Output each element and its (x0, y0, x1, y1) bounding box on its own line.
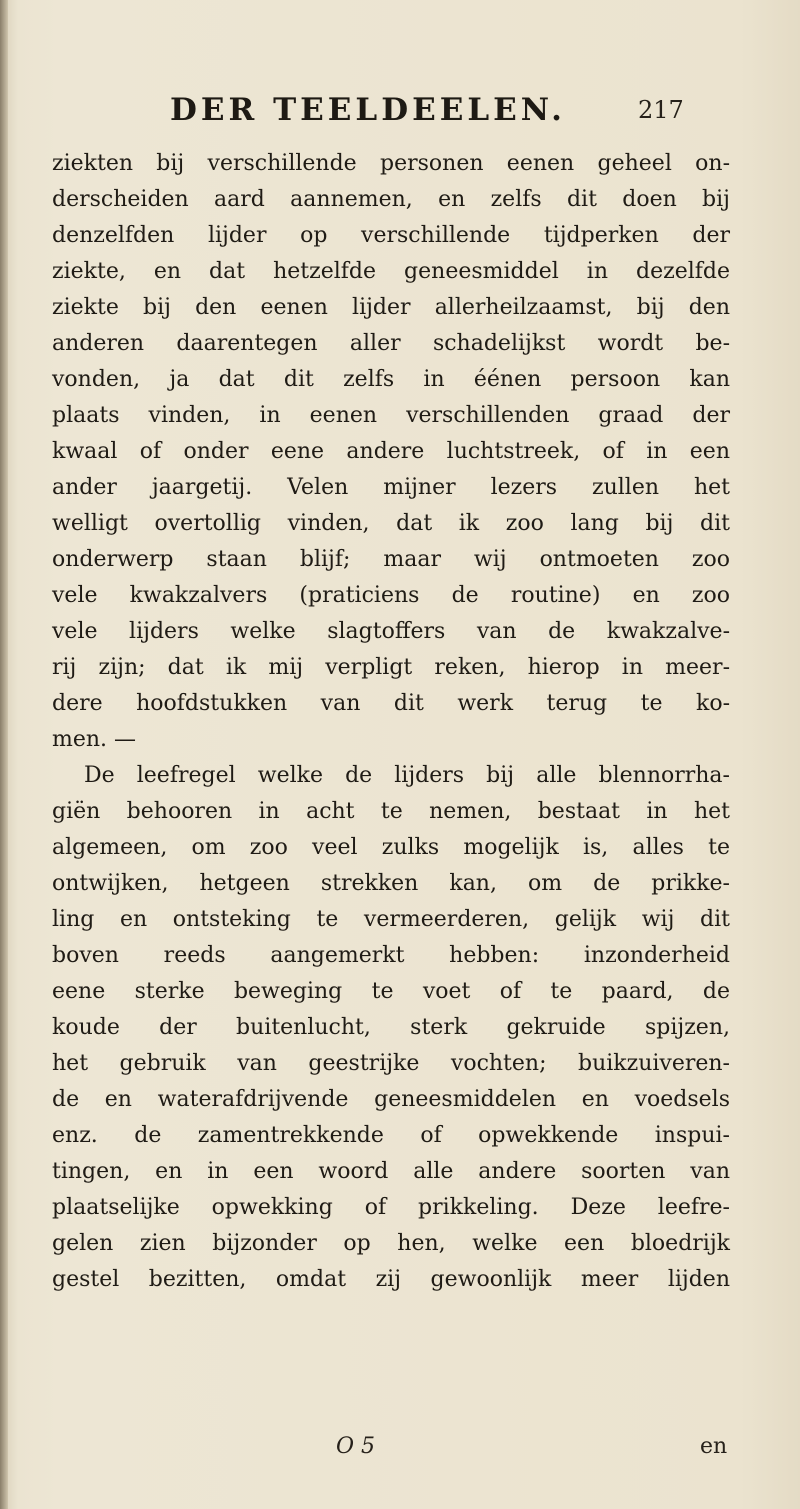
text-line: kwaal of onder eene andere luchtstreek, of in een (52, 439, 730, 464)
text-line: eene sterke beweging te voet of te paard, de (52, 979, 730, 1004)
text-line: men. — (52, 727, 137, 752)
text-line: tingen, en in een woord alle andere soorten van (52, 1159, 730, 1184)
text-line: dere hoofdstukken van dit werk terug te ko- (52, 691, 730, 716)
text-line: vele lijders welke slagtoffers van de kwakzalve- (52, 619, 730, 644)
page-number: 217 (638, 96, 684, 124)
text-line: koude der buitenlucht, sterk gekruide spijzen, (52, 1015, 730, 1040)
text-line: boven reeds aangemerkt hebben: inzonderheid (52, 943, 730, 968)
text-line: ander jaargetij. Velen mijner lezers zullen het (52, 475, 730, 500)
page-header (0, 92, 800, 132)
signature-mark: O 5 (336, 1434, 376, 1459)
text-line: ziekten bij verschillende personen eenen geheel on- (52, 151, 730, 176)
text-line: algemeen, om zoo veel zulks mogelijk is, alles te (52, 835, 730, 860)
text-line: ziekte bij den eenen lijder allerheilzaamst, bij den (52, 295, 730, 320)
text-line: ling en ontsteking te vermeerderen, gelijk wij dit (52, 907, 730, 932)
text-line: gelen zien bijzonder op hen, welke een bloedrijk (52, 1231, 730, 1256)
text-line: onderwerp staan blijf; maar wij ontmoeten zoo (52, 547, 730, 572)
text-line: denzelfden lijder op verschillende tijdperken der (52, 223, 730, 248)
text-line: gestel bezitten, omdat zij gewoonlijk meer lijden (52, 1267, 730, 1292)
text-line: plaatselijke opwekking of prikkeling. Deze leefre- (52, 1195, 730, 1220)
text-line: plaats vinden, in eenen verschillenden graad der (52, 403, 730, 428)
text-line: het gebruik van geestrijke vochten; buikzuiveren- (52, 1051, 730, 1076)
text-line: vele kwakzalvers (praticiens de routine) en zoo (52, 583, 730, 608)
text-line: welligt overtollig vinden, dat ik zoo lang bij dit (52, 511, 730, 536)
text-line: De leefregel welke de lijders bij alle blennorrha- (84, 763, 730, 788)
text-line: vonden, ja dat dit zelfs in éénen persoon kan (52, 367, 730, 392)
catchword: en (700, 1434, 728, 1459)
text-line: ziekte, en dat hetzelfde geneesmiddel in dezelfde (52, 259, 730, 284)
page-footer (0, 1434, 800, 1468)
body-text (52, 146, 730, 1298)
text-line: rij zijn; dat ik mij verpligt reken, hierop in meer- (52, 655, 730, 680)
text-line: giën behooren in acht te nemen, bestaat in het (52, 799, 730, 824)
running-title: DER TEELDEELEN. (170, 92, 566, 128)
text-line: derscheiden aard aannemen, en zelfs dit doen bij (52, 187, 730, 212)
text-line: anderen daarentegen aller schadelijkst wordt be- (52, 331, 730, 356)
binding-edge (0, 0, 8, 1509)
text-line: enz. de zamentrekkende of opwekkende inspui- (52, 1123, 730, 1148)
text-line: ontwijken, hetgeen strekken kan, om de prikke- (52, 871, 730, 896)
text-line: de en waterafdrijvende geneesmiddelen en voedsels (52, 1087, 730, 1112)
